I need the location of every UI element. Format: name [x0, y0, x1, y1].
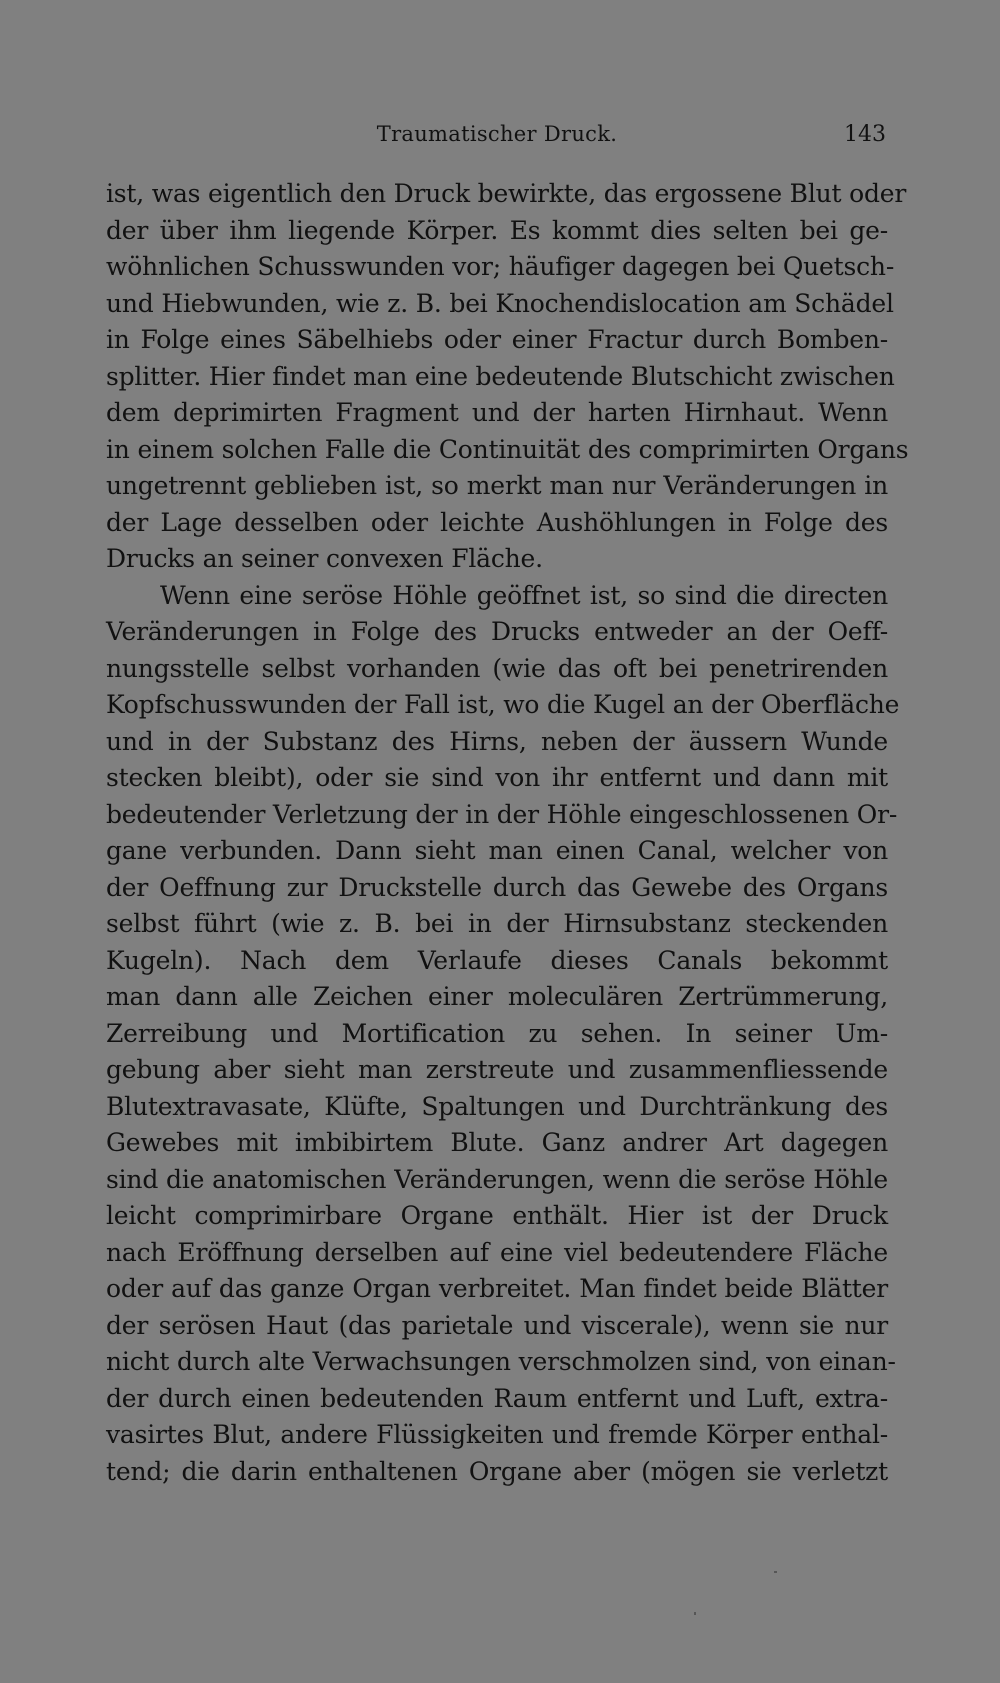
text-line: der Oeffnung zur Druckstelle durch das Gewebe des Organs [106, 872, 888, 902]
text-line: ungetrennt geblieben ist, so merkt man nur Veränderungen in [106, 471, 888, 500]
text-line: der über ihm liegende Körper. Es kommt dies selten bei ge- [106, 215, 888, 245]
text-line: nach Eröffnung derselben auf eine viel bedeutendere Fläche [106, 1237, 888, 1267]
text-line: tend; die darin enthaltenen Organe aber (mögen sie verletzt [106, 1456, 888, 1486]
running-head [108, 122, 886, 152]
scan-speck [774, 1571, 777, 1573]
text-line: in einem solchen Falle die Continuität des comprimirten Organs [106, 434, 909, 464]
scan-speck [694, 1612, 696, 1615]
text-line: sind die anatomischen Veränderungen, wenn die seröse Höhle [106, 1164, 888, 1194]
text-line: gane verbunden. Dann sieht man einen Canal, welcher von [106, 836, 888, 865]
text-line: der serösen Haut (das parietale und viscerale), wenn sie nur [106, 1310, 888, 1340]
text-line: Kugeln). Nach dem Verlaufe dieses Canals bekommt [106, 945, 888, 975]
text-line: dem deprimirten Fragment und der harten Hirnhaut. Wenn [106, 398, 888, 427]
text-line: nungsstelle selbst vorhanden (wie das oft bei penetrirenden [106, 653, 888, 683]
text-line: Drucks an seiner convexen Fläche. [106, 544, 543, 573]
text-line: Veränderungen in Folge des Drucks entweder an der Oeff- [106, 617, 888, 646]
running-head-title: Traumatischer Druck. [376, 122, 618, 146]
text-line: Zerreibung und Mortification zu sehen. In seiner Um- [106, 1018, 888, 1048]
text-line: selbst führt (wie z. B. bei in der Hirnsubstanz steckenden [106, 909, 888, 938]
paragraph-1 [106, 176, 909, 578]
text-line: und Hiebwunden, wie z. B. bei Knochendislocation am Schädel [106, 288, 894, 318]
text-line: leicht comprimirbare Organe enthält. Hier ist der Druck [106, 1201, 888, 1230]
text-line: Kopfschusswunden der Fall ist, wo die Kugel an der Oberfläche [106, 690, 900, 719]
text-line: man dann alle Zeichen einer moleculären Zertrümmerung, [106, 982, 888, 1011]
text-line: nicht durch alte Verwachsungen verschmolzen sind, von einan- [106, 1347, 896, 1376]
page-number: 143 [844, 122, 886, 147]
text-line: der durch einen bedeutenden Raum entfernt und Luft, extra- [106, 1383, 888, 1413]
text-line: wöhnlichen Schusswunden vor; häufiger dagegen bei Quetsch- [106, 252, 895, 281]
text-line: der Lage desselben oder leichte Aushöhlungen in Folge des [106, 507, 888, 537]
text-line: vasirtes Blut, andere Flüssigkeiten und fremde Körper enthal- [106, 1420, 888, 1449]
text-line: Blutextravasate, Klüfte, Spaltungen und Durchtränkung des [106, 1091, 888, 1121]
text-line: stecken bleibt), oder sie sind von ihr entfernt und dann mit [106, 763, 888, 792]
text-line: ist, was eigentlich den Druck bewirkte, das ergossene Blut oder [106, 179, 907, 208]
text-line: gebung aber sieht man zerstreute und zusammenfliessende [106, 1055, 888, 1084]
text-line: bedeutender Verletzung der in der Höhle eingeschlossenen Or- [106, 799, 898, 829]
paragraph-2 [106, 578, 900, 1491]
text-line: splitter. Hier findet man eine bedeutende Blutschicht zwischen [106, 361, 895, 391]
text-line: oder auf das ganze Organ verbreitet. Man findet beide Blätter [106, 1274, 888, 1303]
text-line: Gewebes mit imbibirtem Blute. Ganz andrer Art dagegen [106, 1128, 888, 1157]
text-line: und in der Substanz des Hirns, neben der äussern Wunde [106, 726, 888, 756]
text-line: Wenn eine seröse Höhle geöffnet ist, so sind die directen [160, 580, 888, 610]
text-line: in Folge eines Säbelhiebs oder einer Fractur durch Bomben- [106, 325, 888, 354]
body-text [106, 176, 909, 1490]
